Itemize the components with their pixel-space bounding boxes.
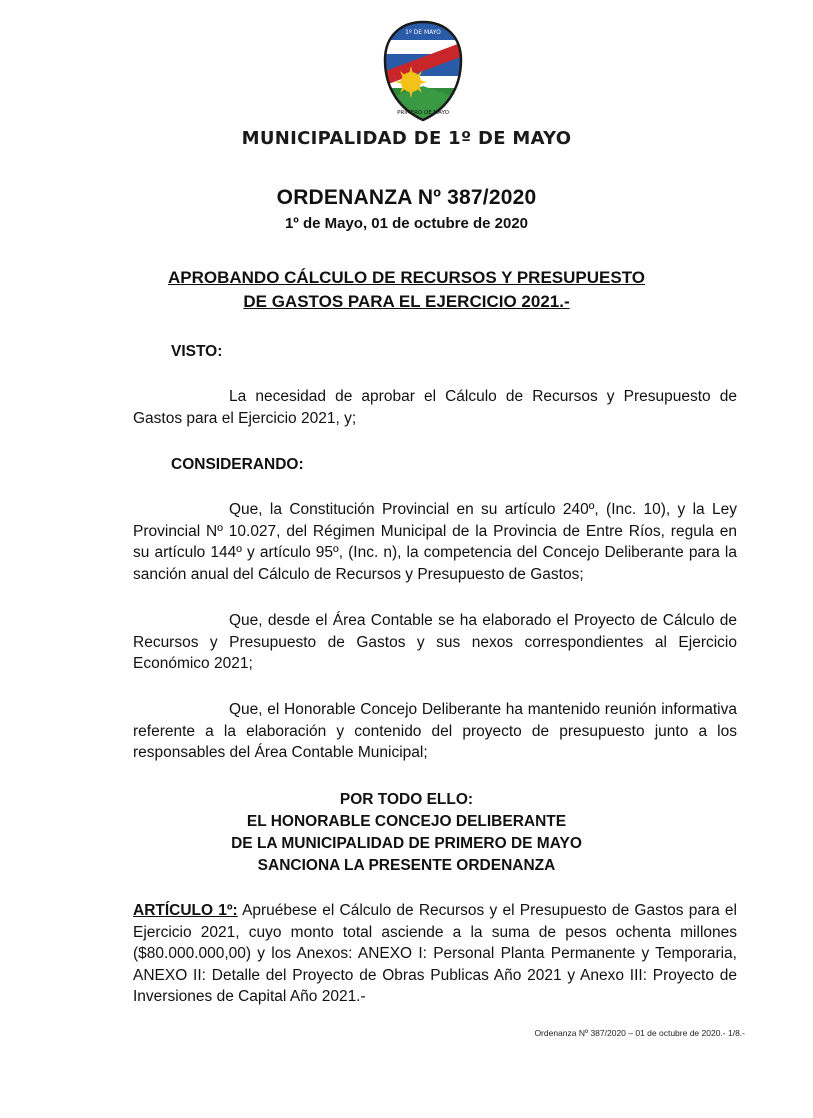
enacting-clause	[0, 789, 813, 877]
seal-text-top: 1º DE MAYO	[405, 29, 441, 36]
article-1-label: ARTÍCULO 1º:	[133, 902, 238, 919]
considerando-paragraph-3: Que, el Honorable Concejo Deliberante ha mantenido reunión informativa referente a la elaboración y contenido del proyecto de presupuesto junto a los responsables del Área Contable Municipal;	[133, 701, 737, 761]
subject-line-1: APROBANDO CÁLCULO DE RECURSOS Y PRESUPUESTO	[167, 268, 645, 287]
enacting-line-4: SANCIONA LA PRESENTE ORDENANZA	[257, 857, 556, 874]
ordinance-subject	[0, 266, 813, 314]
article-1	[133, 900, 737, 1008]
enacting-line-2: EL HONORABLE CONCEJO DELIBERANTE	[246, 813, 567, 830]
municipal-seal	[383, 20, 463, 122]
article-1-text: Apruébese el Cálculo de Recursos y el Presupuesto de Gastos para el Ejercicio 2021, cuyo monto total asciende a la suma de pesos ochenta millones ($80.000.000,00) y los Anexos: ANEXO I: Personal Planta Permanente y Temporaria, ANEXO II: Detalle del Proyecto de Obras Publicas Año 2021 y Anexo III: Proyecto de Inversiones de Capital Año 2021.-	[133, 902, 737, 1005]
seal-text-bottom: PRIMERO DE MAYO	[397, 110, 449, 116]
considerando-heading: CONSIDERANDO:	[171, 456, 304, 473]
ordinance-date: 1º de Mayo, 01 de octubre de 2020	[284, 215, 529, 232]
enacting-line-1: POR TODO ELLO:	[339, 791, 474, 808]
page-footer: Ordenanza Nº 387/2020 – 01 de octubre de 2020.- 1/8.-	[534, 1028, 745, 1038]
visto-paragraph: La necesidad de aprobar el Cálculo de Recursos y Presupuesto de Gastos para el Ejercicio 2021, y;	[133, 388, 737, 427]
visto-heading: VISTO:	[171, 343, 223, 360]
considerando-paragraph-1: Que, la Constitución Provincial en su artículo 240º, (Inc. 10), y la Ley Provincial Nº 10.027, del Régimen Municipal de la Provincia de Entre Ríos, regula en su artículo 144º y artículo 95º, (Inc. n), la competencia del Concejo Deliberante para la sanción anual del Cálculo de Recursos y Presupuesto de Gastos;	[133, 501, 737, 583]
municipality-name: MUNICIPALIDAD DE 1º DE MAYO	[241, 128, 572, 149]
ordinance-title: ORDENANZA Nº 387/2020	[276, 186, 537, 209]
considerando-paragraph-2: Que, desde el Área Contable se ha elaborado el Proyecto de Cálculo de Recursos y Presupuesto de Gastos y sus nexos correspondientes al Ejercicio Económico 2021;	[133, 612, 737, 672]
enacting-line-3: DE LA MUNICIPALIDAD DE PRIMERO DE MAYO	[231, 835, 582, 852]
subject-line-2: DE GASTOS PARA EL EJERCICIO 2021.-	[243, 292, 570, 311]
